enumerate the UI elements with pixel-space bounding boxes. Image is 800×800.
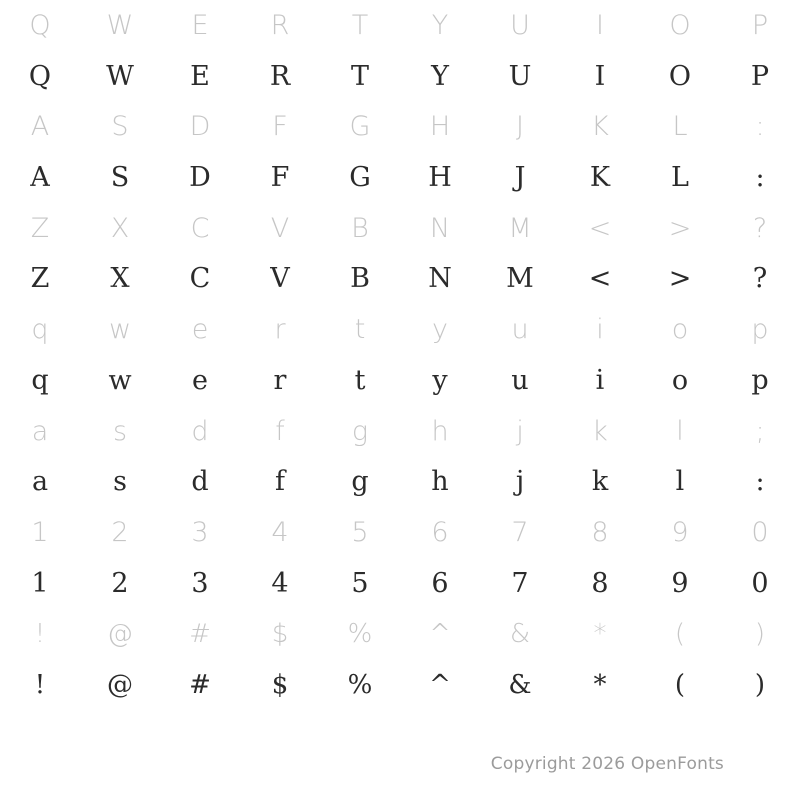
glyph-cell [560, 609, 640, 660]
glyph-cell [480, 203, 560, 254]
glyph: ( [674, 618, 686, 649]
glyph: h [431, 466, 449, 498]
glyph: ? [752, 212, 768, 244]
glyph-cell [240, 203, 320, 254]
glyph-cell [400, 507, 480, 558]
glyph-cell [640, 406, 720, 457]
glyph: i [595, 364, 605, 396]
glyph-cell [560, 101, 640, 152]
glyph: r [273, 364, 287, 396]
glyph-cell [320, 609, 400, 660]
glyph: Y [431, 60, 449, 92]
glyph: W [106, 9, 134, 41]
glyph: * [593, 669, 607, 700]
glyph: ^ [429, 618, 451, 649]
glyph: 3 [191, 567, 209, 599]
glyph: K [591, 111, 609, 143]
glyph-cell [160, 152, 240, 203]
glyph: < [588, 212, 612, 244]
glyph: d [191, 415, 209, 447]
glyph-cell [0, 609, 80, 660]
glyph: A [30, 111, 50, 143]
glyph-cell [560, 203, 640, 254]
glyph-cell [320, 507, 400, 558]
glyph-cell [80, 558, 160, 609]
glyph: j [516, 415, 524, 447]
glyph: 0 [751, 516, 769, 548]
glyph: > [668, 212, 692, 244]
glyph: u [511, 314, 529, 346]
glyph-cell [240, 51, 320, 102]
glyph: I [596, 9, 604, 41]
glyph-cell [480, 507, 560, 558]
glyph-cell [560, 659, 640, 710]
glyph-cell [80, 609, 160, 660]
glyph-cell [0, 406, 80, 457]
glyph-cell [160, 355, 240, 406]
glyph: 6 [431, 516, 449, 548]
glyph-cell [640, 203, 720, 254]
glyph: o [671, 314, 689, 346]
glyph: P [750, 60, 770, 92]
glyph-cell [400, 659, 480, 710]
glyph: h [431, 415, 449, 447]
copyright-notice: Copyright 2026 OpenFonts [490, 754, 724, 774]
glyph-cell [720, 659, 800, 710]
glyph-cell [240, 355, 320, 406]
glyph: H [429, 111, 451, 143]
glyph-cell [400, 0, 480, 51]
glyph: 9 [671, 516, 689, 548]
glyph: G [349, 161, 371, 193]
glyph: g [351, 466, 369, 498]
glyph-cell [720, 355, 800, 406]
glyph-cell [400, 558, 480, 609]
glyph-cell [320, 355, 400, 406]
glyph-cell [640, 507, 720, 558]
glyph: 1 [31, 567, 49, 599]
glyph-cell [240, 304, 320, 355]
glyph-cell [560, 406, 640, 457]
glyph-cell [400, 609, 480, 660]
glyph-cell [0, 355, 80, 406]
glyph: ? [752, 263, 768, 295]
glyph-cell [640, 558, 720, 609]
glyph-cell [160, 203, 240, 254]
glyph: p [751, 364, 769, 396]
glyph-cell [160, 659, 240, 710]
glyph: & [508, 669, 532, 700]
glyph: R [270, 9, 290, 41]
glyph: A [30, 161, 50, 193]
glyph: d [191, 466, 209, 498]
glyph-cell [160, 558, 240, 609]
glyph: k [592, 415, 608, 447]
glyph-cell [0, 507, 80, 558]
glyph-cell [160, 507, 240, 558]
glyph: t [354, 364, 366, 396]
glyph-cell [720, 304, 800, 355]
glyph-cell [400, 254, 480, 305]
glyph-cell [400, 101, 480, 152]
glyph: X [110, 263, 130, 295]
glyph-cell [160, 304, 240, 355]
glyph: : [755, 111, 765, 143]
glyph: 7 [511, 567, 529, 599]
glyph-cell [320, 152, 400, 203]
glyph: S [110, 161, 130, 193]
glyph: $ [271, 618, 289, 649]
glyph: j [515, 466, 525, 498]
glyph: t [354, 314, 366, 346]
glyph-cell [80, 659, 160, 710]
glyph-cell [80, 254, 160, 305]
glyph: k [591, 466, 609, 498]
glyph-cell [240, 558, 320, 609]
glyph-cell [720, 254, 800, 305]
glyph: B [350, 263, 370, 295]
glyph: e [192, 364, 208, 396]
glyph-cell [400, 51, 480, 102]
glyph-cell [240, 152, 320, 203]
glyph: G [349, 111, 371, 143]
glyph: 1 [31, 516, 49, 548]
glyph-cell [80, 51, 160, 102]
glyph: 4 [271, 516, 289, 548]
glyph: Q [28, 60, 52, 92]
glyph: $ [271, 669, 289, 700]
glyph-cell [240, 507, 320, 558]
glyph: q [31, 314, 49, 346]
glyph-cell [400, 355, 480, 406]
glyph-cell [160, 609, 240, 660]
glyph: 5 [351, 567, 369, 599]
glyph: ^ [429, 669, 451, 700]
glyph-cell [240, 456, 320, 507]
glyph: % [347, 669, 373, 700]
glyph-cell [560, 304, 640, 355]
glyph-cell [640, 304, 720, 355]
glyph: * [593, 618, 607, 649]
glyph-cell [320, 304, 400, 355]
glyph: # [189, 618, 211, 649]
glyph-cell [720, 101, 800, 152]
glyph-cell [80, 507, 160, 558]
glyph: ) [754, 618, 766, 649]
glyph: g [351, 415, 369, 447]
glyph-cell [160, 51, 240, 102]
glyph-cell [320, 456, 400, 507]
glyph: y [432, 314, 448, 346]
glyph-cell [720, 152, 800, 203]
glyph-cell [240, 254, 320, 305]
glyph-cell [320, 101, 400, 152]
glyph: e [191, 314, 209, 346]
glyph-cell [160, 0, 240, 51]
glyph-cell [400, 406, 480, 457]
glyph-cell [480, 101, 560, 152]
glyph-cell [480, 659, 560, 710]
glyph: R [269, 60, 291, 92]
glyph-cell [400, 203, 480, 254]
glyph: O [669, 9, 691, 41]
glyph-cell [720, 0, 800, 51]
glyph: W [106, 60, 134, 92]
glyph-cell [320, 51, 400, 102]
glyph-cell [640, 254, 720, 305]
glyph-cell [640, 659, 720, 710]
glyph: < [588, 263, 612, 295]
glyph-cell [160, 254, 240, 305]
glyph: l [676, 415, 684, 447]
glyph: P [751, 9, 769, 41]
glyph-cell [240, 0, 320, 51]
glyph: Z [30, 212, 50, 244]
glyph: 0 [751, 567, 769, 599]
glyph: : [755, 161, 765, 193]
glyph: q [31, 364, 49, 396]
glyph-cell [80, 0, 160, 51]
glyph: C [190, 212, 210, 244]
glyph-cell [480, 0, 560, 51]
glyph-cell [80, 203, 160, 254]
glyph-cell [720, 203, 800, 254]
glyph: H [428, 161, 452, 193]
glyph-cell [320, 558, 400, 609]
glyph-cell [640, 355, 720, 406]
glyph-cell [160, 456, 240, 507]
glyph-cell [560, 152, 640, 203]
glyph-cell [400, 304, 480, 355]
glyph: a [31, 415, 49, 447]
glyph: 4 [271, 567, 289, 599]
glyph: 9 [671, 567, 689, 599]
glyph: M [508, 212, 532, 244]
glyph-cell [720, 558, 800, 609]
glyph: 6 [431, 567, 449, 599]
glyph: C [189, 263, 211, 295]
glyph-cell [720, 456, 800, 507]
glyph: V [270, 263, 290, 295]
glyph-cell [480, 304, 560, 355]
glyph-cell [480, 558, 560, 609]
glyph: % [347, 618, 373, 649]
glyph: l [675, 466, 685, 498]
glyph-cell [640, 152, 720, 203]
glyph: X [110, 212, 130, 244]
glyph-cell [560, 355, 640, 406]
glyph: D [189, 111, 211, 143]
glyph: ! [34, 669, 46, 700]
glyph-cell [560, 51, 640, 102]
glyph-cell [720, 609, 800, 660]
glyph: T [351, 9, 369, 41]
glyph-cell [480, 609, 560, 660]
glyph: y [432, 364, 448, 396]
glyph-cell [80, 406, 160, 457]
glyph: E [190, 60, 210, 92]
glyph-cell [560, 254, 640, 305]
glyph: J [514, 161, 526, 193]
glyph: 8 [591, 567, 609, 599]
glyph: M [506, 263, 534, 295]
glyph: ( [674, 669, 686, 700]
glyph-cell [560, 456, 640, 507]
glyph: w [108, 314, 132, 346]
glyph-cell [400, 152, 480, 203]
glyph-cell [240, 101, 320, 152]
glyph: U [508, 60, 532, 92]
glyph: 3 [191, 516, 209, 548]
glyph: T [350, 60, 369, 92]
glyph-cell [560, 0, 640, 51]
glyph: @ [107, 618, 133, 649]
glyph-cell [0, 254, 80, 305]
glyph: 8 [591, 516, 609, 548]
glyph-cell [480, 152, 560, 203]
glyph: s [113, 466, 127, 498]
glyph: u [511, 364, 529, 396]
glyph-cell [80, 152, 160, 203]
glyph: J [516, 111, 524, 143]
glyph: ; [755, 415, 765, 447]
glyph-cell [240, 609, 320, 660]
glyph-cell [320, 203, 400, 254]
glyph: @ [107, 669, 133, 700]
glyph: K [589, 161, 611, 193]
glyph-cell [480, 355, 560, 406]
glyph-cell [240, 406, 320, 457]
glyph: V [270, 212, 290, 244]
glyph-cell [480, 406, 560, 457]
glyph: 7 [511, 516, 529, 548]
glyph-cell [640, 0, 720, 51]
glyph: D [189, 161, 211, 193]
glyph-cell [0, 456, 80, 507]
glyph-cell [320, 406, 400, 457]
glyph-cell [480, 51, 560, 102]
glyph-cell [720, 51, 800, 102]
glyph: F [272, 111, 288, 143]
glyph: & [509, 618, 531, 649]
glyph: Q [29, 9, 51, 41]
glyph-cell [640, 101, 720, 152]
glyph: r [274, 314, 286, 346]
glyph-cell [0, 558, 80, 609]
glyph: a [31, 466, 49, 498]
glyph: : [755, 466, 765, 498]
glyph-cell [160, 101, 240, 152]
glyph-cell [0, 304, 80, 355]
glyph-cell [560, 558, 640, 609]
glyph-cell [0, 0, 80, 51]
glyph: Y [431, 9, 449, 41]
glyph: 2 [111, 567, 129, 599]
glyph: U [510, 9, 530, 41]
glyph: L [671, 161, 689, 193]
glyph: L [672, 111, 688, 143]
glyph-cell [400, 456, 480, 507]
glyph: # [189, 669, 211, 700]
glyph: ) [754, 669, 766, 700]
glyph: ! [34, 618, 46, 649]
glyph: w [108, 364, 132, 396]
glyph-cell [240, 659, 320, 710]
glyph: N [428, 263, 452, 295]
glyph-cell [160, 406, 240, 457]
glyph-cell [0, 152, 80, 203]
glyph: B [351, 212, 369, 244]
glyph: p [751, 314, 769, 346]
glyph: E [191, 9, 209, 41]
glyph: f [275, 415, 285, 447]
glyph: > [668, 263, 692, 295]
glyph-cell [0, 659, 80, 710]
glyph-cell [480, 456, 560, 507]
glyph-cell [720, 406, 800, 457]
glyph-cell [0, 203, 80, 254]
glyph-cell [720, 507, 800, 558]
glyph-cell [640, 609, 720, 660]
glyph: s [112, 415, 128, 447]
glyph: N [429, 212, 451, 244]
glyph-cell [320, 254, 400, 305]
glyph-cell [640, 456, 720, 507]
glyph: Z [30, 263, 50, 295]
glyph-cell [0, 51, 80, 102]
glyph-cell [560, 507, 640, 558]
glyph: S [111, 111, 129, 143]
glyph-cell [480, 254, 560, 305]
glyph: O [668, 60, 692, 92]
glyph-cell [0, 101, 80, 152]
glyph: i [596, 314, 604, 346]
glyph-cell [320, 0, 400, 51]
glyph-cell [80, 304, 160, 355]
glyph-cell [640, 51, 720, 102]
glyph: 2 [111, 516, 129, 548]
glyph-cell [320, 659, 400, 710]
glyph: I [594, 60, 606, 92]
glyph: 5 [351, 516, 369, 548]
glyph-cell [80, 101, 160, 152]
glyph-cell [80, 456, 160, 507]
glyph: f [275, 466, 285, 498]
glyph: o [671, 364, 689, 396]
glyph-cell [80, 355, 160, 406]
glyph: F [270, 161, 290, 193]
